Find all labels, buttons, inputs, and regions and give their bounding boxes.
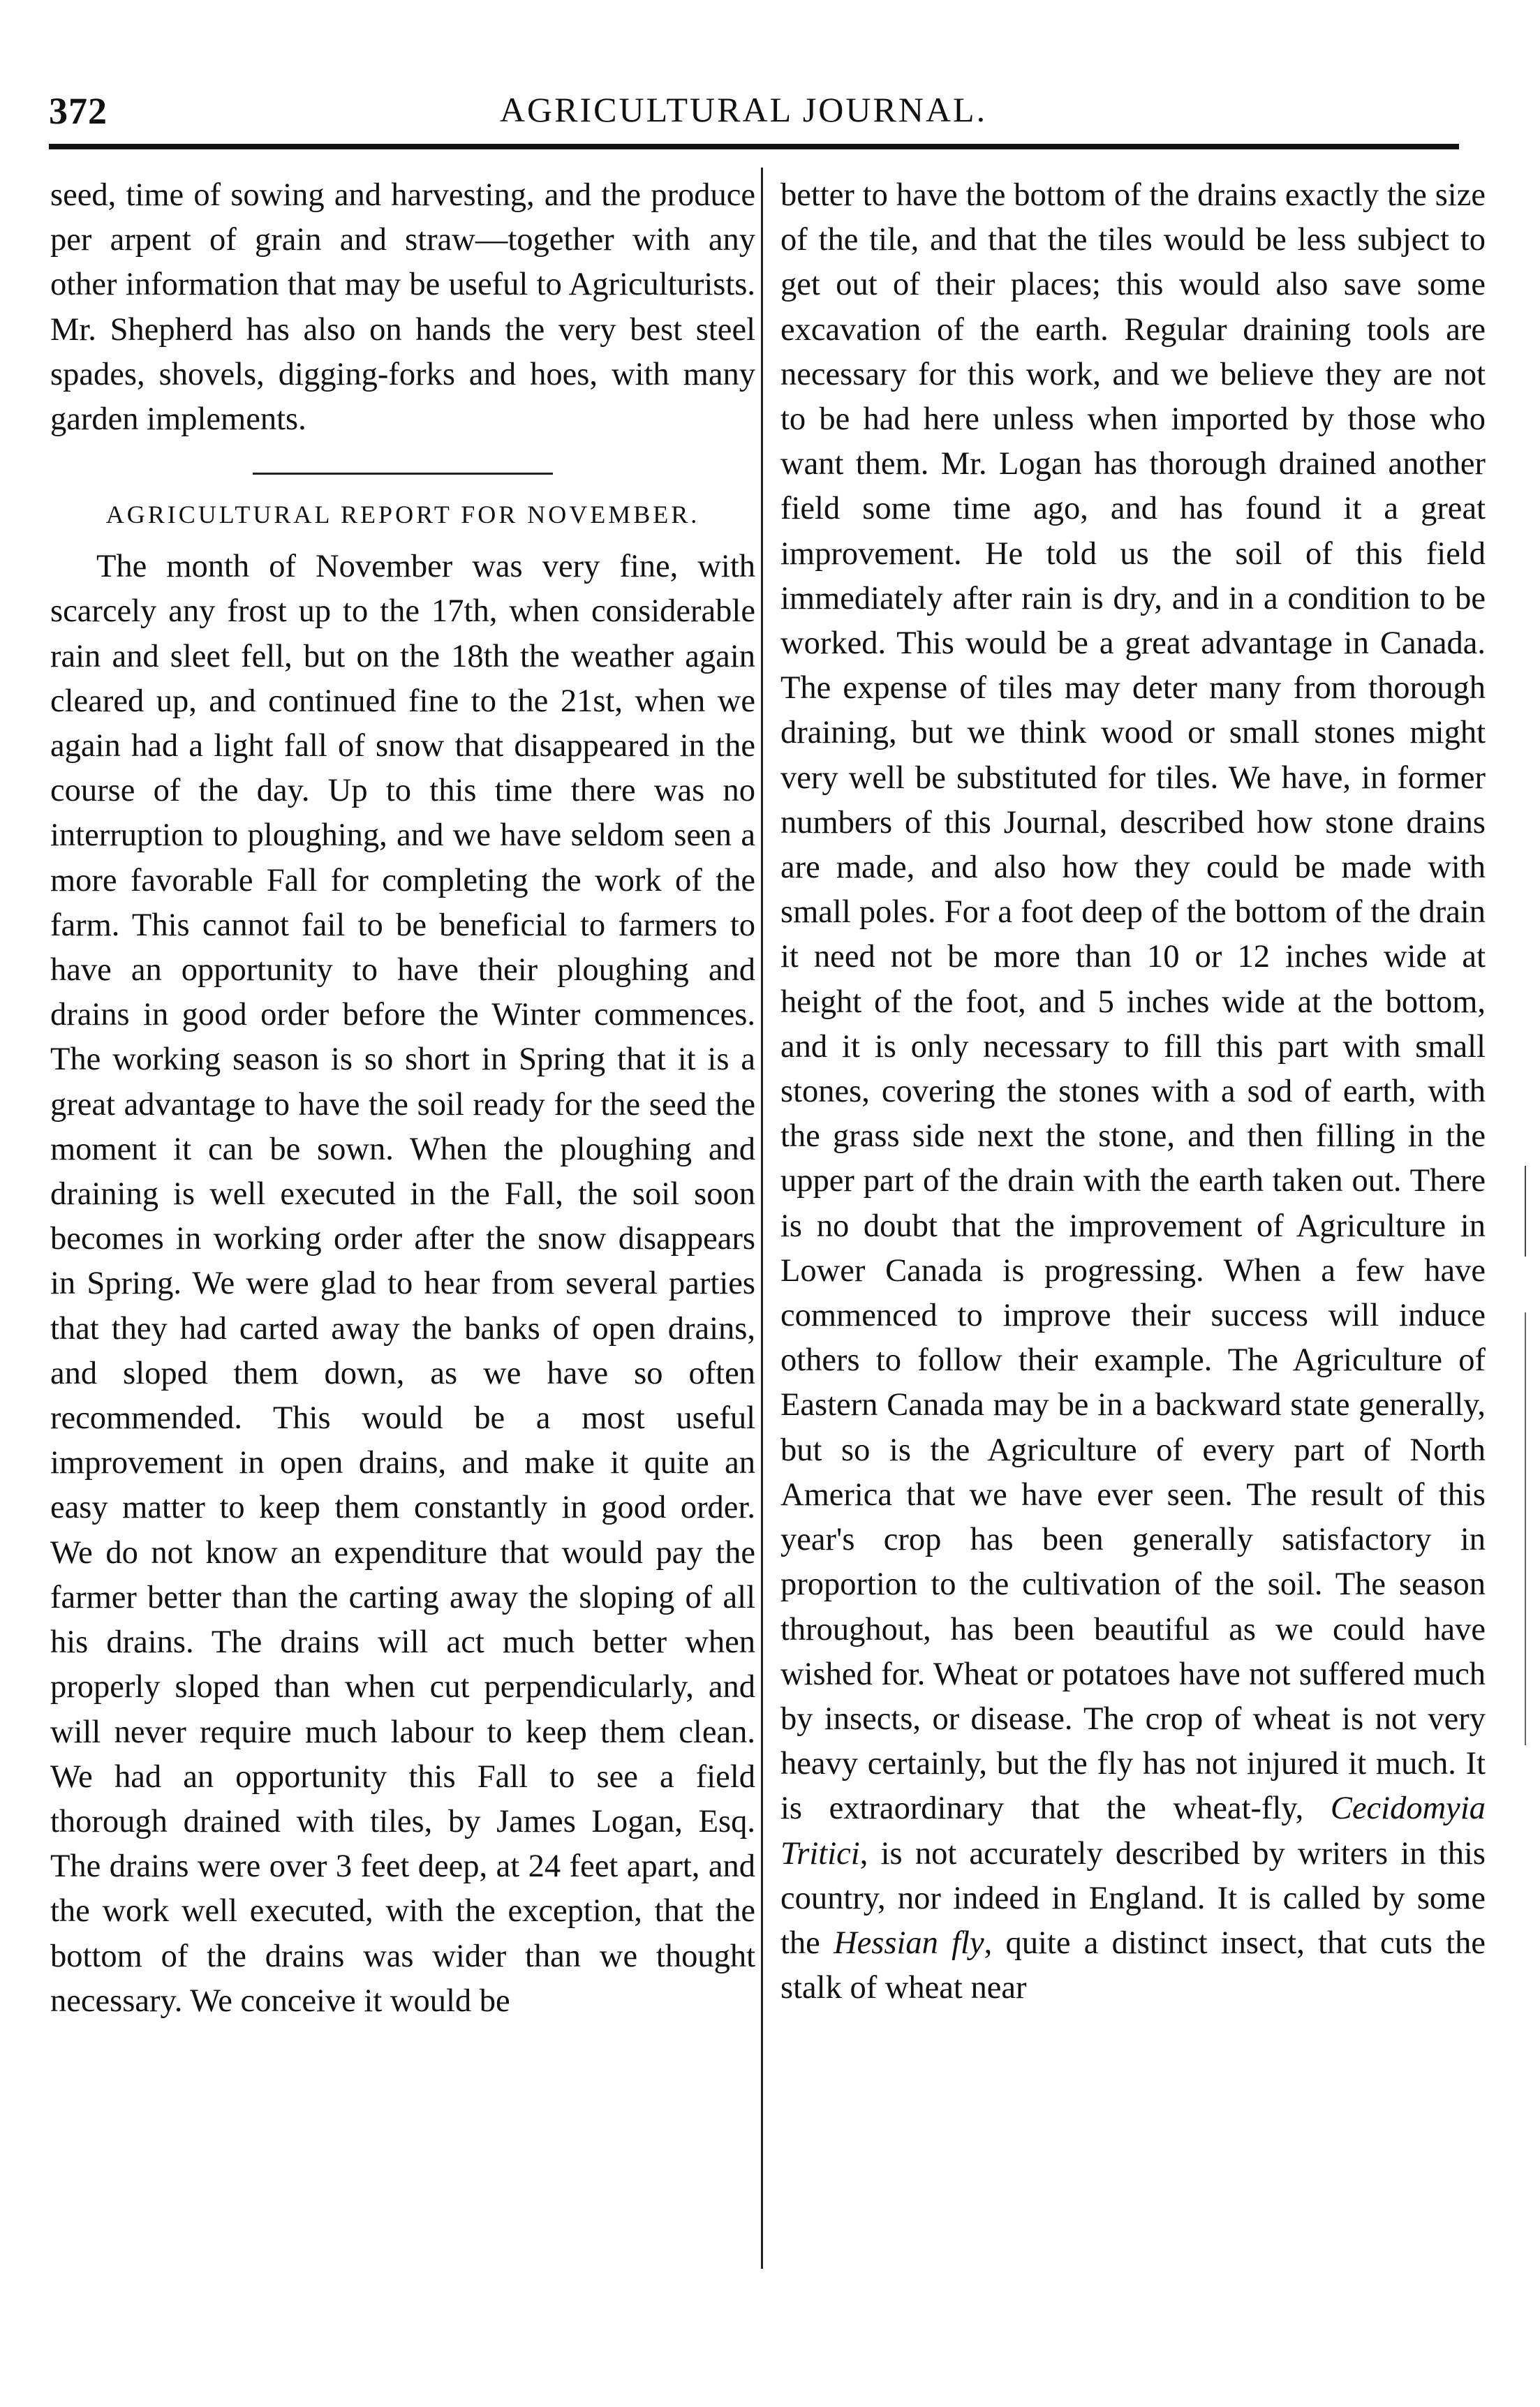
right-text-part3: , quite a distinct insect, that cuts the stalk of wheat near [780,1925,1486,2006]
page-number: 372 [49,90,108,132]
right-text-part2: , is not accurately described by writers in this country, nor indeed in England. It is called by some the [780,1835,1486,1961]
report-paragraph: The month of November was very fine, with scarcely any frost up to the 17th, when considerable rain and sleet fell, but on the 18th the weather again cleared up, and continued fine to the 21st, when we again had a light fall of snow that disappeared in the course of the day. Up to this time there was no interruption to ploughing, and we have seldom seen a more favorable Fall for completing the work of the farm. This cannot fail to be beneficial to farmers to have an opportunity to have their ploughing and drains in good order before the Winter commences. The working season is so short in Spring that it is a great advantage to have the soil ready for the seed the moment it can be sown. When the ploughing and draining is well executed in the Fall, the soil soon becomes in working order after the snow disappears in Spring. We were glad to hear from several parties that they had carted away the banks of open drains, and sloped them down, as we have so often recommended. This would be a most useful improvement in open drains, and make it quite an easy matter to keep them constantly in good order. We do not know an expenditure that would pay the farmer better than the carting away the sloping of all his drains. The drains will act much better when properly sloped than when cut perpendicularly, and will never require much labour to keep them clean. We had an opportunity this Fall to see a field thorough drained with tiles, by James Logan, Esq. The drains were over 3 feet deep, at 24 feet apart, and the work well executed, with the exception, that the bottom of the drains was wider than we thought necessary. We conceive it would be [50,549,755,2019]
insect-common-name: Hessian fly [834,1925,984,1961]
scan-edge-mark [1525,1166,1526,1257]
section-divider [253,473,553,475]
section-heading: AGRICULTURAL REPORT FOR NOVEMBER. [105,501,700,529]
running-title: AGRICULTURAL JOURNAL. [499,90,988,129]
right-column [780,173,1486,2010]
right-text-part1: better to have the bottom of the drains exactly the size of the tile, and that the tiles would be less subject to get out of their places; this would also save some excavation of the earth. Regular draining tools are necessary for this work, and we believe they are not to be had here unless when imported by those who want them. Mr. Logan has thorough drained another field some time ago, and has found it a great improvement. He told us the soil of this field immediately after rain is dry, and in a condition to be worked. This would be a great advantage in Canada. The expense of tiles may deter many from thorough draining, but we think wood or small stones might very well be substituted for tiles. We have, in former numbers of this Journal, described how stone drains are made, and also how they could be made with small poles. For a foot deep of the bottom of the drain it need not be more than 10 or 12 inches wide at height of the foot, and 5 inches wide at the bottom, and it is only necessary to fill this part with small stones, covering the stones with a sod of earth, with the grass side next the stone, and then filling in the upper part of the drain with the earth taken out. There is no doubt that the improvement of Agriculture in Lower Canada is progressing. When a few have commenced to improve their success will induce others to follow their example. The Agriculture of Eastern Canada may be in a backward state generally, but so is the Agriculture of every part of North America that we have ever seen. The result of this year's crop has been generally satisfactory in proportion to the cultivation of the soil. The season throughout, has been beautiful as we could have wished for. Wheat or potatoes have not suffered much by insects, or disease. The crop of wheat is not very heavy certainly, but the fly has not injured it much. It is extraordinary that the wheat-fly, [780,177,1486,1827]
scan-edge-mark [1525,1312,1526,1745]
column-divider [761,168,763,2269]
continuation-paragraph: seed, time of sowing and harvesting, and the produce per arpent of grain and straw—together with any other information that may be useful to Agriculturists. Mr. Shepherd has also on hands the very best steel spades, shovels, digging-forks and hoes, with many garden implements. [50,177,755,438]
header-rule [49,144,1459,149]
species-name: Cecidomyia Tritici [780,1791,1486,1872]
left-column [50,173,755,2024]
report-continuation-paragraph [780,173,1486,2010]
page-header [49,82,1438,138]
